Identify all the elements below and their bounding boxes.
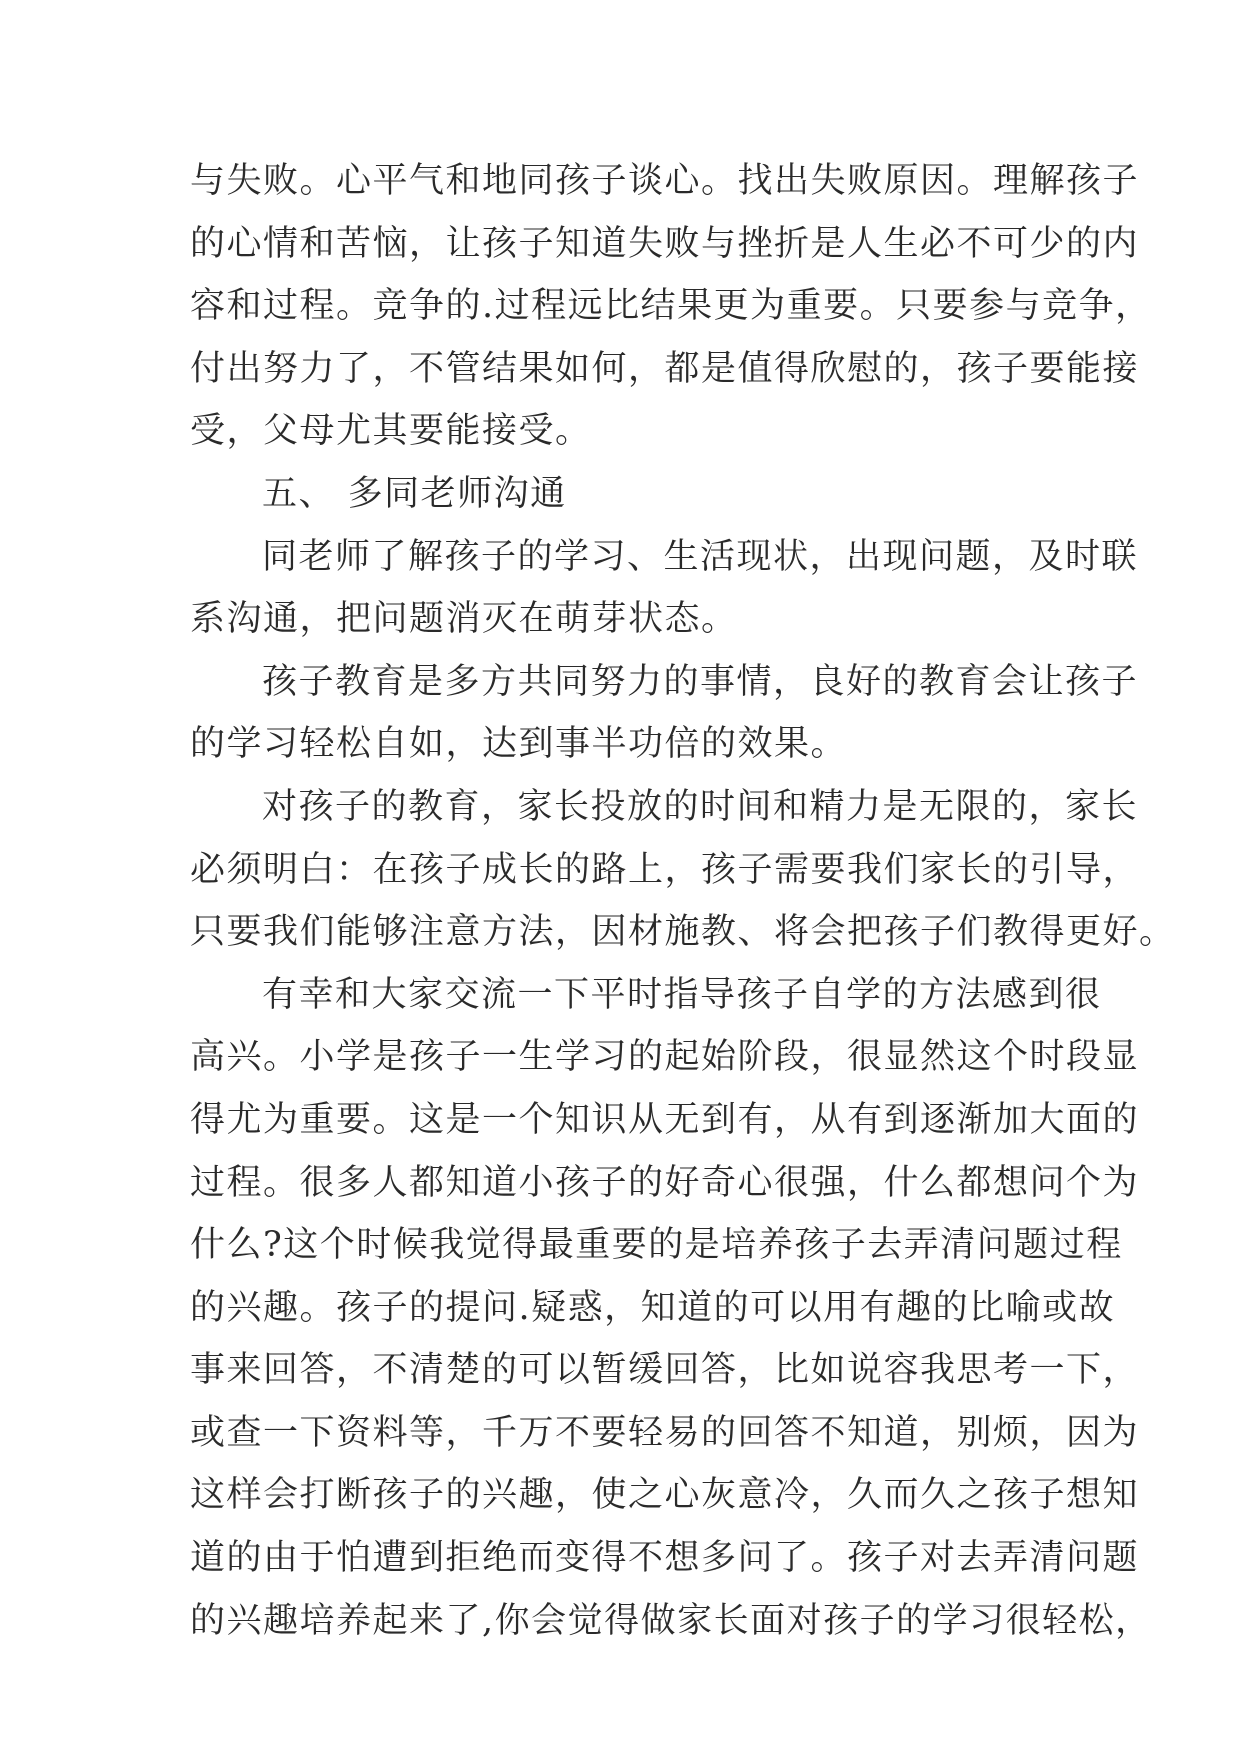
text-line: 这样会打断孩子的兴趣，使之心灰意冷，久而久之孩子想知 — [190, 1475, 1140, 1516]
text-line: 或查一下资料等，千万不要轻易的回答不知道，别烦，因为 — [190, 1412, 1140, 1453]
text-line: 容和过程。竞争的.过程远比结果更为重要。只要参与竞争， — [190, 286, 1152, 327]
text-line: 高兴。小学是孩子一生学习的起始阶段，很显然这个时段显 — [190, 1037, 1140, 1078]
paragraph-start-line: 对孩子的教育，家长投放的时间和精力是无限的，家长 — [262, 786, 1139, 827]
text-line: 什么?这个时候我觉得最重要的是培养孩子去弄清问题过程 — [190, 1225, 1123, 1266]
text-line: 得尤为重要。这是一个知识从无到有，从有到逐渐加大面的 — [190, 1099, 1140, 1140]
text-line: 事来回答，不清楚的可以暂缓回答，比如说容我思考一下， — [190, 1350, 1140, 1391]
paragraph-start-line: 同老师了解孩子的学习、生活现状，出现问题，及时联 — [262, 536, 1139, 577]
paragraph-start-line: 有幸和大家交流一下平时指导孩子自学的方法感到很 — [262, 974, 1102, 1015]
text-line: 的学习轻松自如，达到事半功倍的效果。 — [190, 724, 848, 765]
text-line: 只要我们能够注意方法，因材施教、将会把孩子们教得更好。 — [190, 912, 1176, 953]
text-line: 过程。很多人都知道小孩子的好奇心很强，什么都想问个为 — [190, 1162, 1140, 1203]
text-line: 必须明白：在孩子成长的路上，孩子需要我们家长的引导， — [190, 849, 1140, 890]
paragraph-start-line: 孩子教育是多方共同努力的事情，良好的教育会让孩子 — [262, 661, 1139, 702]
text-line: 的兴趣培养起来了,你会觉得做家长面对孩子的学习很轻松， — [190, 1600, 1152, 1641]
text-line: 的兴趣。孩子的提问.疑惑，知道的可以用有趣的比喻或故 — [190, 1287, 1116, 1328]
text-line: 的心情和苦恼，让孩子知道失败与挫折是人生必不可少的内 — [190, 223, 1140, 264]
text-line: 道的由于怕遭到拒绝而变得不想多问了。孩子对去弄清问题 — [190, 1538, 1140, 1579]
text-line: 系沟通，把问题消灭在萌芽状态。 — [190, 599, 738, 640]
text-line: 与失败。心平气和地同孩子谈心。找出失败原因。理解孩子 — [190, 161, 1140, 201]
body-text — [190, 150, 1176, 1652]
text-line: 付出努力了，不管结果如何，都是值得欣慰的，孩子要能接 — [190, 348, 1140, 389]
text-line: 受，父母尤其要能接受。 — [190, 411, 592, 452]
section-heading: 五、 多同老师沟通 — [262, 473, 567, 514]
